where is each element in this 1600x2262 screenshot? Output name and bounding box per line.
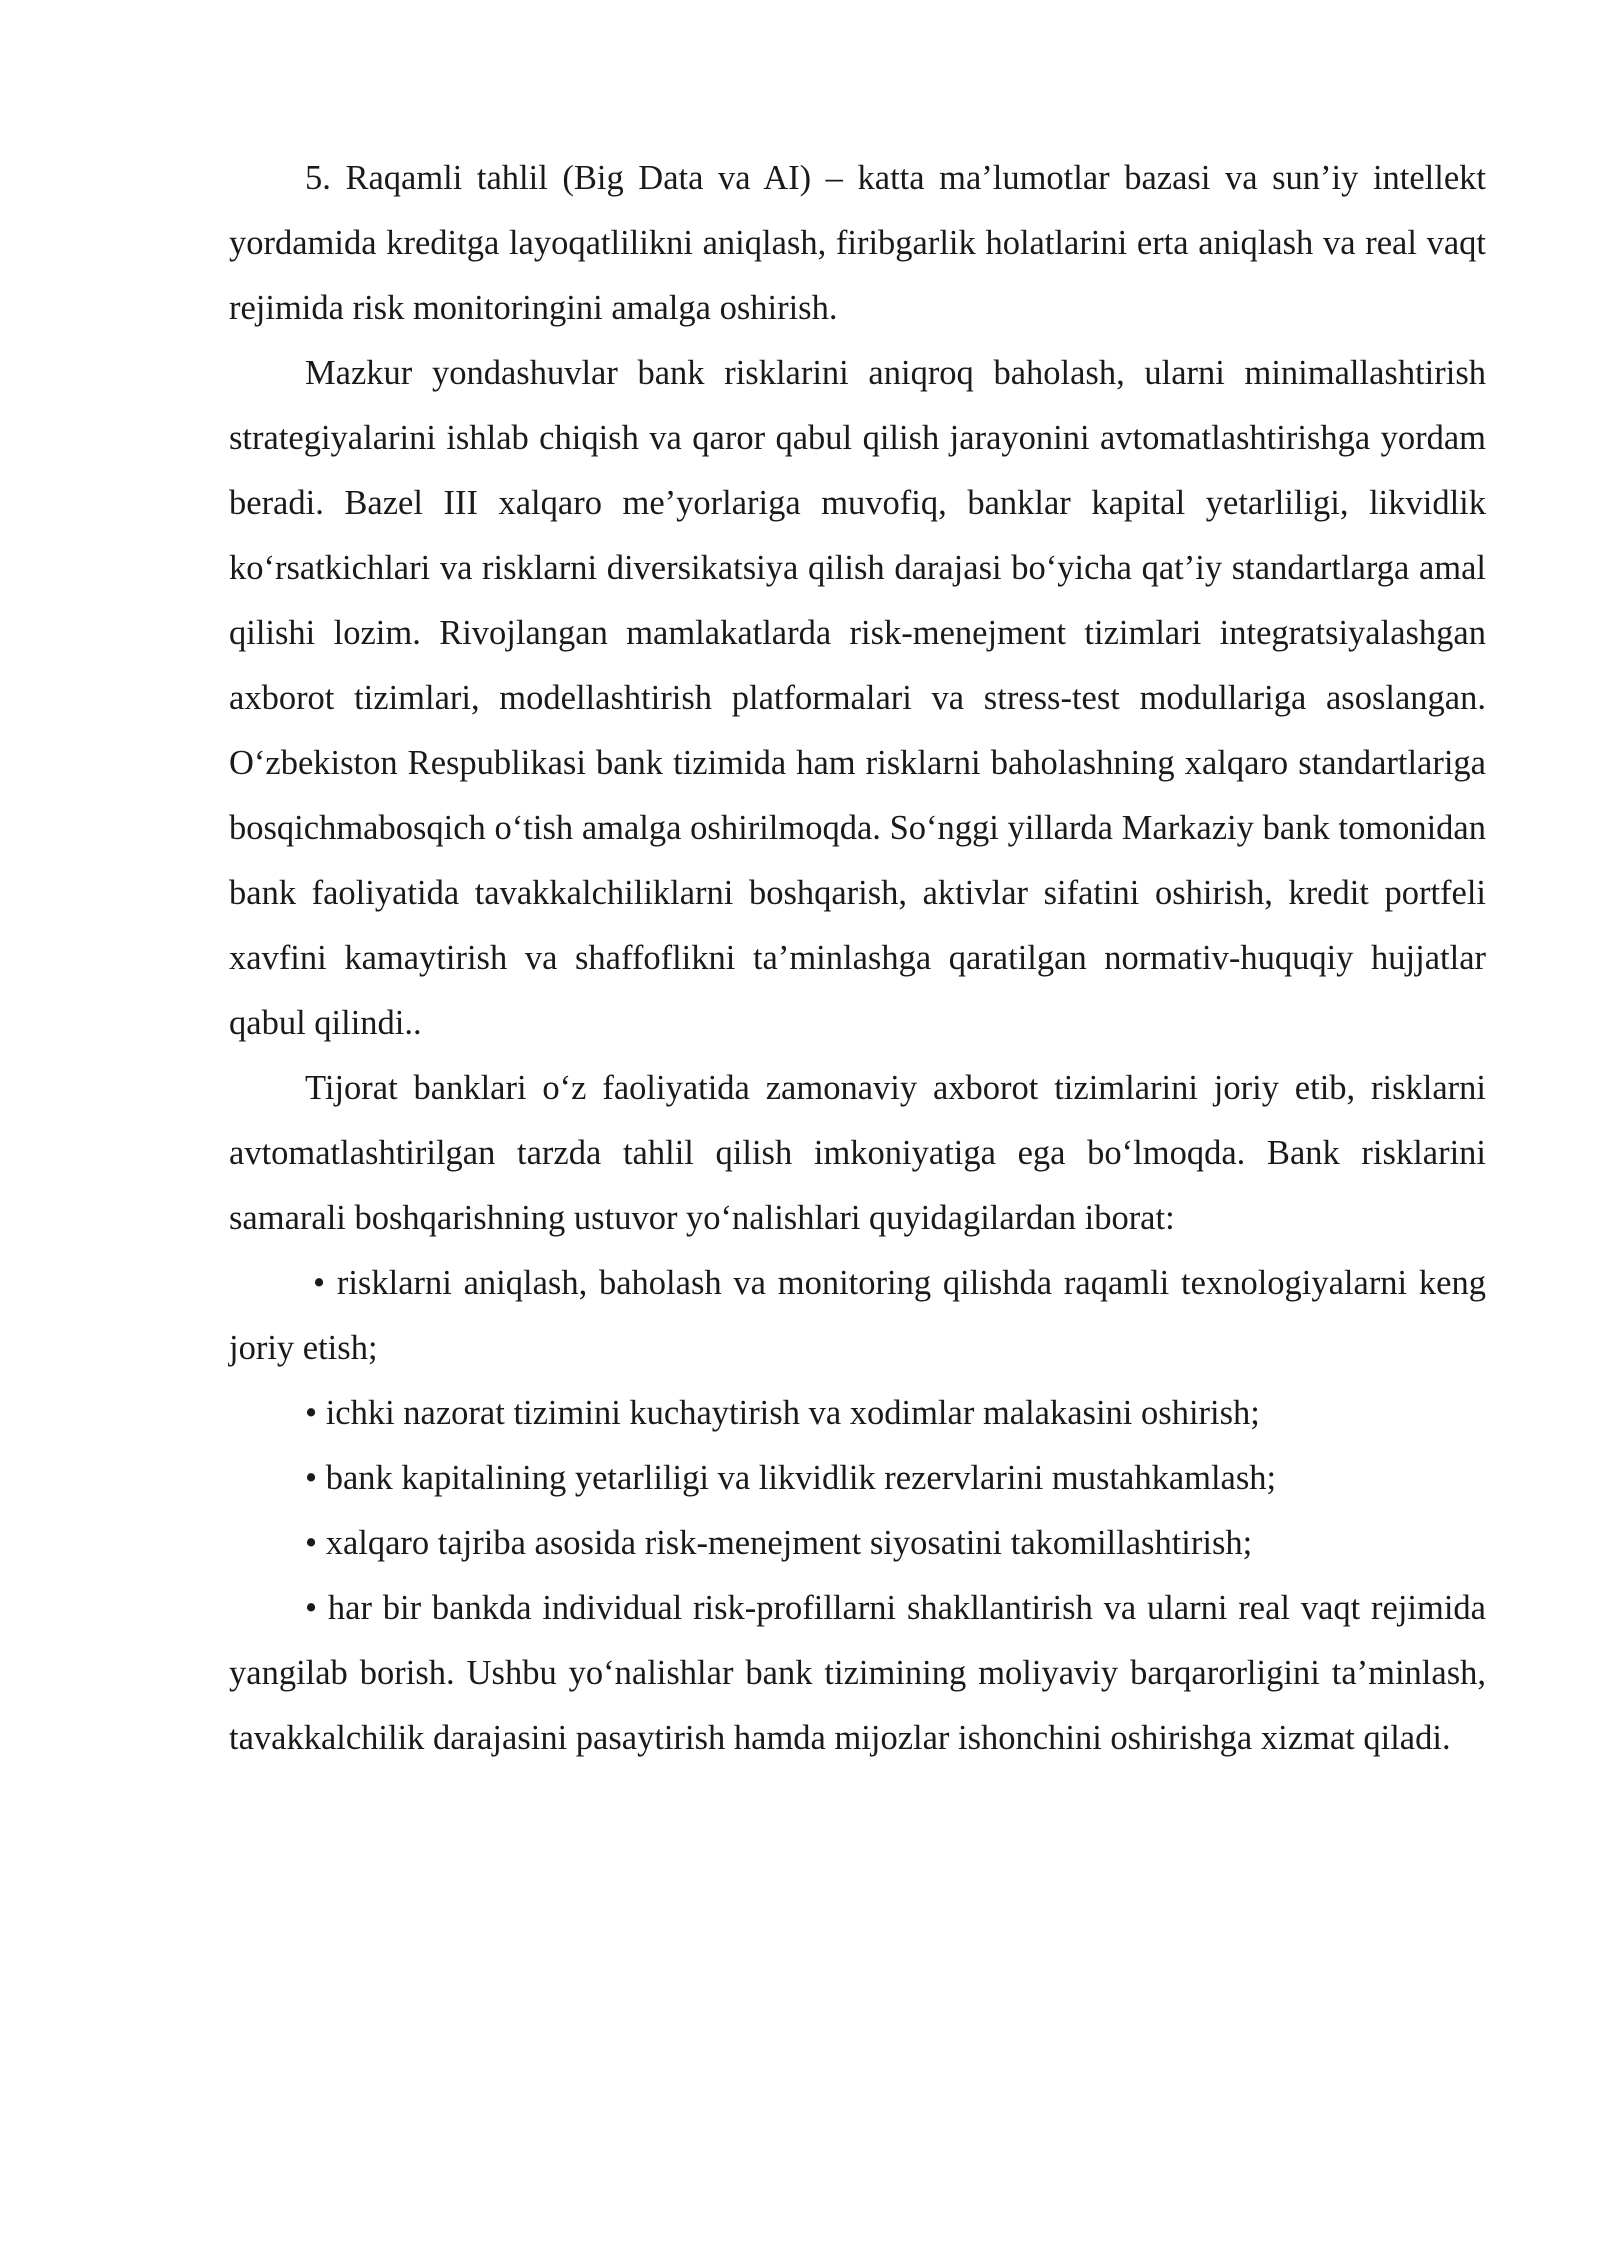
bullet-item-risk-profiles: • har bir bankda individual risk-profillarni shakllantirish va ularni real vaqt rejimida yangilab borish. Ushbu yo‘nalishlar bank tizimining moliyaviy barqarorligini ta’minlash, tavakkalchilik darajasini pasaytirish hamda mijozlar ishonchini oshirishga xizmat qiladi. [229,1589,1486,1757]
bullet-item-international-practice: • xalqaro tajriba asosida risk-menejment siyosatini takomillashtirish; [305,1524,1253,1562]
document-body [229,146,1486,1771]
paragraph-risk-approaches: Mazkur yondashuvlar bank risklarini aniqroq baholash, ularni minimallashtirish strategiyalarini ishlab chiqish va qaror qabul qilish jarayonini avtomatlashtirishga yordam beradi. Bazel III xalqaro me’yorlariga muvofiq, banklar kapital yetarliligi, likvidlik ko‘rsatkichlari va risklarni diversikatsiya qilish darajasi bo‘yicha qat’iy standartlarga amal qilishi lozim. Rivojlangan mamlakatlarda risk-menejment tizimlari integratsiyalashgan axborot tizimlari, modellashtirish platformalari va stress-test modullariga asoslangan. O‘zbekiston Respublikasi bank tizimida ham risklarni baholashning xalqaro standartlariga bosqichmabosqich o‘tish amalga oshirilmoqda. So‘nggi yillarda Markaziy bank tomonidan bank faoliyatida tavakkalchiliklarni boshqarish, aktivlar sifatini oshirish, kredit portfeli xavfini kamaytirish va shaffoflikni ta’minlashga qaratilgan normativ-huquqiy hujjatlar qabul qilindi.. [229,354,1486,1042]
bullet-item-digital-tech: • risklarni aniqlash, baholash va monitoring qilishda raqamli texnologiyalarni keng joriy etish; [229,1264,1486,1367]
bullet-item-capital-liquidity: • bank kapitalining yetarliligi va likvidlik rezervlarini mustahkamlash; [305,1459,1277,1497]
paragraph-digital-analysis: 5. Raqamli tahlil (Big Data va AI) – katta ma’lumotlar bazasi va sun’iy intellekt yordamida kreditga layoqatlilikni aniqlash, firibgarlik holatlarini erta aniqlash va real vaqt rejimida risk monitoringini amalga oshirish. [229,159,1486,327]
paragraph-commercial-banks: Tijorat banklari o‘z faoliyatida zamonaviy axborot tizimlarini joriy etib, risklarni avtomatlashtirilgan tarzda tahlil qilish imkoniyatiga ega bo‘lmoqda. Bank risklarini samarali boshqarishning ustuvor yo‘nalishlari quyidagilardan iborat: [229,1069,1486,1237]
bullet-item-internal-control: • ichki nazorat tizimini kuchaytirish va xodimlar malakasini oshirish; [305,1394,1260,1432]
